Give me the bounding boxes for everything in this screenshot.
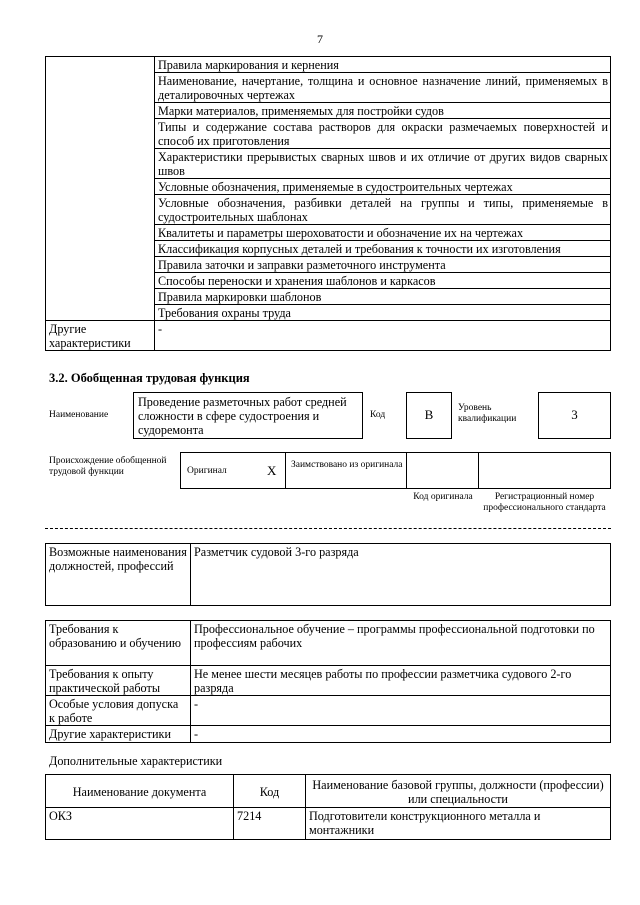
knowledge-item: Требования охраны труда xyxy=(155,305,611,321)
original-code-caption: Код оригинала xyxy=(413,492,473,502)
qualification-level-label: Уровень квалификации xyxy=(458,403,517,424)
original-label: Оригинал xyxy=(187,466,227,476)
knowledge-item: Типы и содержание состава растворов для окраски размечаемых поверхностей и способ их приготовления xyxy=(155,119,611,149)
row-code: 7214 xyxy=(234,808,306,840)
borrowed-label: Заимствовано из оригинала xyxy=(291,460,403,470)
original-mark: X xyxy=(267,463,277,478)
knowledge-item: Характеристики прерывистых сварных швов и их отличие от других видов сварных швов xyxy=(155,149,611,179)
header-code: Код xyxy=(234,775,306,808)
name-label: Наименование xyxy=(49,410,109,420)
admission-value: - xyxy=(191,696,611,726)
positions-table xyxy=(45,543,611,606)
other-label: Другие характеристики xyxy=(46,726,191,743)
knowledge-item: Квалитеты и параметры шероховатости и обозначение их на чертежах xyxy=(155,225,611,241)
qualification-level-value: 3 xyxy=(538,392,611,439)
origin-label: Происхождение обобщенной трудовой функции xyxy=(49,456,167,477)
knowledge-item: Правила маркирования и кернения xyxy=(155,57,611,73)
knowledge-item: Классификация корпусных деталей и требования к точности их изготовления xyxy=(155,241,611,257)
knowledge-item: Условные обозначения, разбивки деталей на группы и типы, применяемые в судостроительных шаблонах xyxy=(155,195,611,225)
experience-label: Требования к опыту практической работы xyxy=(46,666,191,696)
header-group-name: Наименование базовой группы, должности (профессии) или специальности xyxy=(306,775,611,808)
education-value: Профессиональное обучение – программы профессиональной подготовки по профессиям рабочих xyxy=(191,621,611,666)
extra-characteristics-title: Дополнительные характеристики xyxy=(49,754,223,768)
other-characteristics-label: Другие характеристики xyxy=(46,321,155,351)
divider xyxy=(45,528,611,529)
knowledge-item: Условные обозначения, применяемые в судостроительных чертежах xyxy=(155,179,611,195)
knowledge-item: Способы переноски и хранения шаблонов и каркасов xyxy=(155,273,611,289)
row-group-name: Подготовители конструкционного металла и монтажники xyxy=(306,808,611,840)
education-label: Требования к образованию и обучению xyxy=(46,621,191,666)
experience-value: Не менее шести месяцев работы по профессии разметчика судового 2-го разряда xyxy=(191,666,611,696)
knowledge-item: Правила маркировки шаблонов xyxy=(155,289,611,305)
row-document: ОКЗ xyxy=(46,808,234,840)
function-name-value: Проведение разметочных работ средней сложности в сфере судостроения и судоремонта xyxy=(133,392,363,439)
knowledge-item: Наименование, начертание, толщина и основное назначение линий, применяемых в деталировочных чертежах xyxy=(155,73,611,103)
section-title: 3.2. Обобщенная трудовая функция xyxy=(49,371,250,385)
page-number: 7 xyxy=(317,32,323,46)
positions-label: Возможные наименования должностей, профессий xyxy=(46,544,191,606)
code-value: B xyxy=(406,392,452,439)
header-document: Наименование документа xyxy=(46,775,234,808)
knowledge-table xyxy=(45,56,611,351)
other-value: - xyxy=(191,726,611,743)
other-characteristics-value: - xyxy=(155,321,611,351)
knowledge-item: Марки материалов, применяемых для постройки судов xyxy=(155,103,611,119)
knowledge-item: Правила заточки и заправки разметочного инструмента xyxy=(155,257,611,273)
empty-label-cell xyxy=(46,57,155,321)
code-label: Код xyxy=(370,410,386,420)
registration-number-caption: Регистрационный номер профессионального стандарта xyxy=(483,492,606,513)
positions-value: Разметчик судовой 3-го разряда xyxy=(191,544,611,606)
admission-label: Особые условия допуска к работе xyxy=(46,696,191,726)
requirements-table xyxy=(45,620,611,743)
extra-characteristics-table xyxy=(45,774,611,840)
